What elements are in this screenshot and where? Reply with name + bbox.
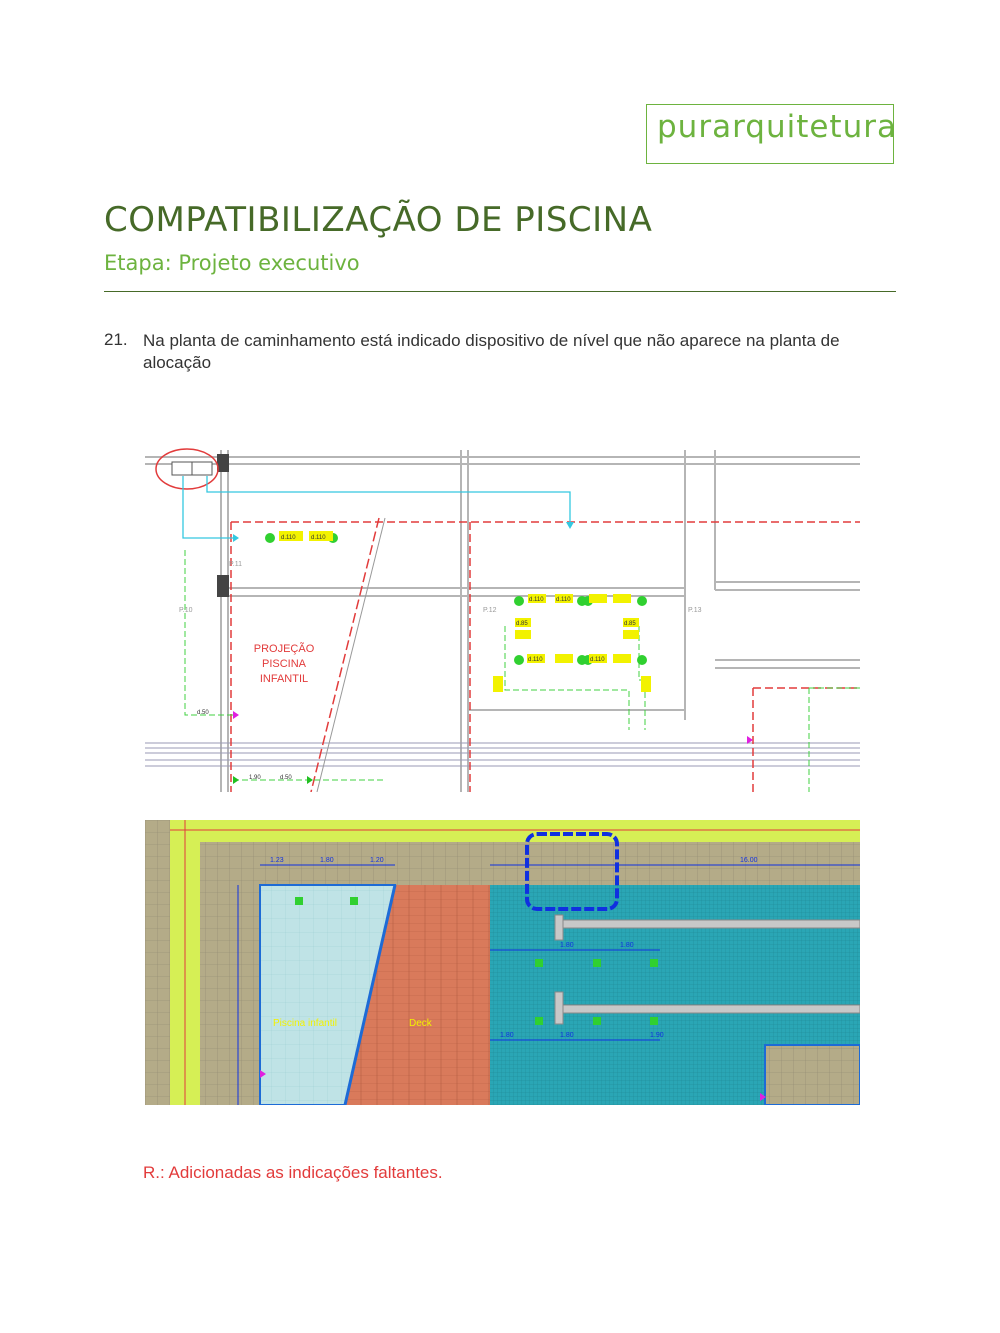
pillar-label: P.11	[229, 561, 242, 568]
tag-label: d.110	[556, 597, 571, 603]
tag-label: d.50	[280, 775, 292, 781]
plan-routing-image	[145, 430, 860, 792]
tag-label: d.85	[624, 621, 636, 627]
brand-logo-text: purarquitetura	[657, 109, 897, 145]
tag-label: d.50	[197, 710, 209, 716]
dimension-label: 1.80	[320, 857, 334, 864]
page-subtitle: Etapa: Projeto executivo	[104, 251, 360, 275]
dimension-label: 1.23	[270, 857, 284, 864]
dimension-label: 16.00	[740, 857, 758, 864]
tag-label: d.110	[281, 535, 296, 541]
tag-label: 1.90	[249, 775, 261, 781]
brand-logo	[646, 104, 897, 164]
tag-label: d.110	[311, 535, 326, 541]
tag-label: d.85	[516, 621, 528, 627]
dimension-label: 1.80	[620, 942, 634, 949]
dimension-label: 1.80	[560, 1032, 574, 1039]
item-number: 21.	[104, 330, 128, 349]
dimension-label: 1.80	[560, 942, 574, 949]
tag-label: d.110	[590, 657, 605, 663]
dimension-label: 1.90	[650, 1032, 664, 1039]
pillar-label: P.12	[483, 607, 497, 614]
page-title: COMPATIBILIZAÇÃO DE PISCINA	[104, 200, 653, 240]
kids-pool-label: Piscina infantil	[273, 1018, 337, 1029]
projection-label-line: PROJEÇÃO	[253, 643, 315, 655]
projection-label-line: PISCINA	[261, 658, 307, 670]
dimension-label: 1.80	[500, 1032, 514, 1039]
answer-text: R.: Adicionadas as indicações faltantes.	[143, 1163, 443, 1182]
pillar-label: P.10	[179, 607, 193, 614]
plan-allocation-image	[145, 820, 860, 1105]
item-text: Na planta de caminhamento está indicado dispositivo de nível que não aparece na planta de alocação	[143, 331, 840, 372]
header-divider	[104, 291, 896, 292]
tag-label: d.110	[529, 597, 544, 603]
dimension-label: 1.20	[370, 857, 384, 864]
pillar-label: P.13	[688, 607, 702, 614]
projection-label-line: INFANTIL	[259, 673, 309, 685]
deck-label: Deck	[409, 1018, 432, 1029]
tag-label: d.110	[528, 657, 543, 663]
